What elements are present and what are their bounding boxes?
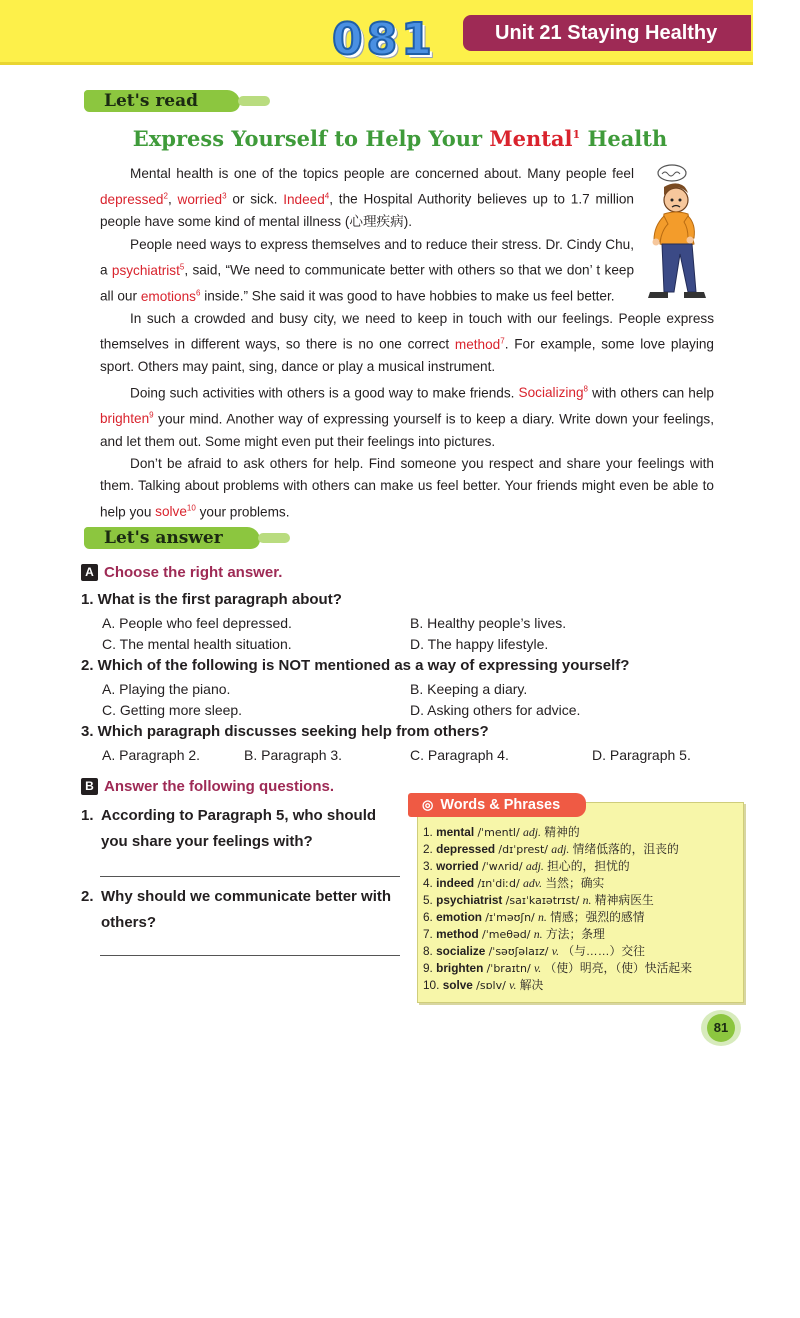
answer-line-b2[interactable] <box>100 955 400 956</box>
word-item: 6. emotion /ɪˈməʊʃn/ n. 情感；强烈的感情 <box>423 910 645 924</box>
part-a-badge: A <box>81 564 98 581</box>
part-b-badge: B <box>81 778 98 795</box>
option-a2-b[interactable]: B. Keeping a diary. <box>410 681 528 697</box>
part-a-heading <box>81 564 282 581</box>
question-b2: 2. Why should we communicate better with others? <box>81 888 392 931</box>
paragraph-5: Don’t be afraid to ask others for help. Find someone you respect and share your feelings with them. Talking about problems with others can make us feel better. Your friends might even be able to help you solve$^{10}$ your problems. <box>100 456 714 520</box>
option-a2-d[interactable]: D. Asking others for advice. <box>410 702 581 718</box>
lets-answer-banner: Let's answer <box>84 527 260 549</box>
lets-read-banner: Let's read <box>84 90 240 112</box>
option-a1-d[interactable]: D. The happy lifestyle. <box>410 636 549 652</box>
option-a3-b[interactable]: B. Paragraph 3. <box>244 747 343 763</box>
option-a3-d[interactable]: D. Paragraph 5. <box>592 747 691 763</box>
reading-passage <box>100 163 714 524</box>
question-b1: 1. According to Paragraph 5, who should you share your feelings with? <box>81 807 377 850</box>
question-a1: 1. What is the first paragraph about? <box>81 591 342 608</box>
part-b-heading <box>81 778 334 795</box>
lesson-number: 081 <box>332 14 436 65</box>
answer-line-b1[interactable] <box>100 876 400 877</box>
circle-target-icon: ◎ <box>422 797 434 812</box>
option-a2-c[interactable]: C. Getting more sleep. <box>102 702 243 718</box>
unit-title: Unit 21 Staying Healthy <box>463 15 751 51</box>
word-item: 1. mental /ˈmentl/ adj. 精神的 <box>423 825 580 839</box>
word-item: 5. psychiatrist /saɪˈkaɪətrɪst/ n. 精神病医生 <box>423 893 654 907</box>
page-number: 81 <box>707 1014 735 1042</box>
option-a1-b[interactable]: B. Healthy people’s lives. <box>410 615 567 631</box>
paragraph-3: In such a crowded and busy city, we need to keep in touch with our feelings. People express themselves in different ways, so there is no one correct method$^7$. For example, some love playing sport. Others may paint, sing, dance or play a musical instrument. <box>100 311 714 375</box>
option-a3-c[interactable]: C. Paragraph 4. <box>410 747 509 763</box>
passage-title: Express Yourself to Help Your Mental$^1$ Health <box>132 126 668 151</box>
word-item: 4. indeed /ɪnˈdiːd/ adv. 当然；确实 <box>423 876 605 890</box>
word-item: 3. worried /ˈwʌrid/ adj. 担心的，担忧的 <box>423 859 630 873</box>
words-phrases-heading: ◎ Words & Phrases <box>408 793 586 817</box>
option-a3-a[interactable]: A. Paragraph 2. <box>102 747 201 763</box>
option-a1-c[interactable]: C. The mental health situation. <box>102 636 292 652</box>
word-item: 8. socialize /ˈsəʊʃəlaɪz/ v. （与……）交往 <box>423 944 645 958</box>
paragraph-2: People need ways to express themselves and to reduce their stress. Dr. Cindy Chu, a psychiatrist$^5$, said, “We need to communicate better with others so that we don’ t keep all our emotions$^6$ inside.” She said it was good to have hobbies to make us feel better. <box>100 236 634 304</box>
part-a-instruction: Choose the right answer. <box>104 564 283 581</box>
words-list <box>423 824 738 994</box>
part-b-instruction: Answer the following questions. <box>104 778 335 795</box>
word-item: 10. solve /sɒlv/ v. 解决 <box>423 978 544 992</box>
paragraph-4: Doing such activities with others is a good way to make friends. Socializing$^8$ with others can help brighten$^9$ your mind. Another way of expressing yourself is to keep a diary. Write down your feelings, and let them out. Some might even put their feelings into pictures. <box>100 384 714 449</box>
question-a3: 3. Which paragraph discusses seeking help from others? <box>81 723 489 740</box>
word-item: 2. depressed /dɪˈprest/ adj. 情绪低落的，沮丧的 <box>423 842 679 856</box>
option-a1-a[interactable]: A. People who feel depressed. <box>102 615 292 631</box>
word-item: 7. method /ˈmeθəd/ n. 方法；条理 <box>423 927 605 941</box>
question-a2: 2. Which of the following is NOT mentioned as a way of expressing yourself? <box>81 657 630 674</box>
option-a2-a[interactable]: A. Playing the piano. <box>102 681 231 697</box>
word-item: 9. brighten /ˈbraɪtn/ v. （使）明亮，（使）快活起来 <box>423 961 692 975</box>
paragraph-1: Mental health is one of the topics people are concerned about. Many people feel depressed$^2$, worried$^3$ or sick. Indeed$^4$, the Hospital Authority believes up to 1.7 million people have some kind of mental illness (心理疾病). <box>100 166 634 230</box>
